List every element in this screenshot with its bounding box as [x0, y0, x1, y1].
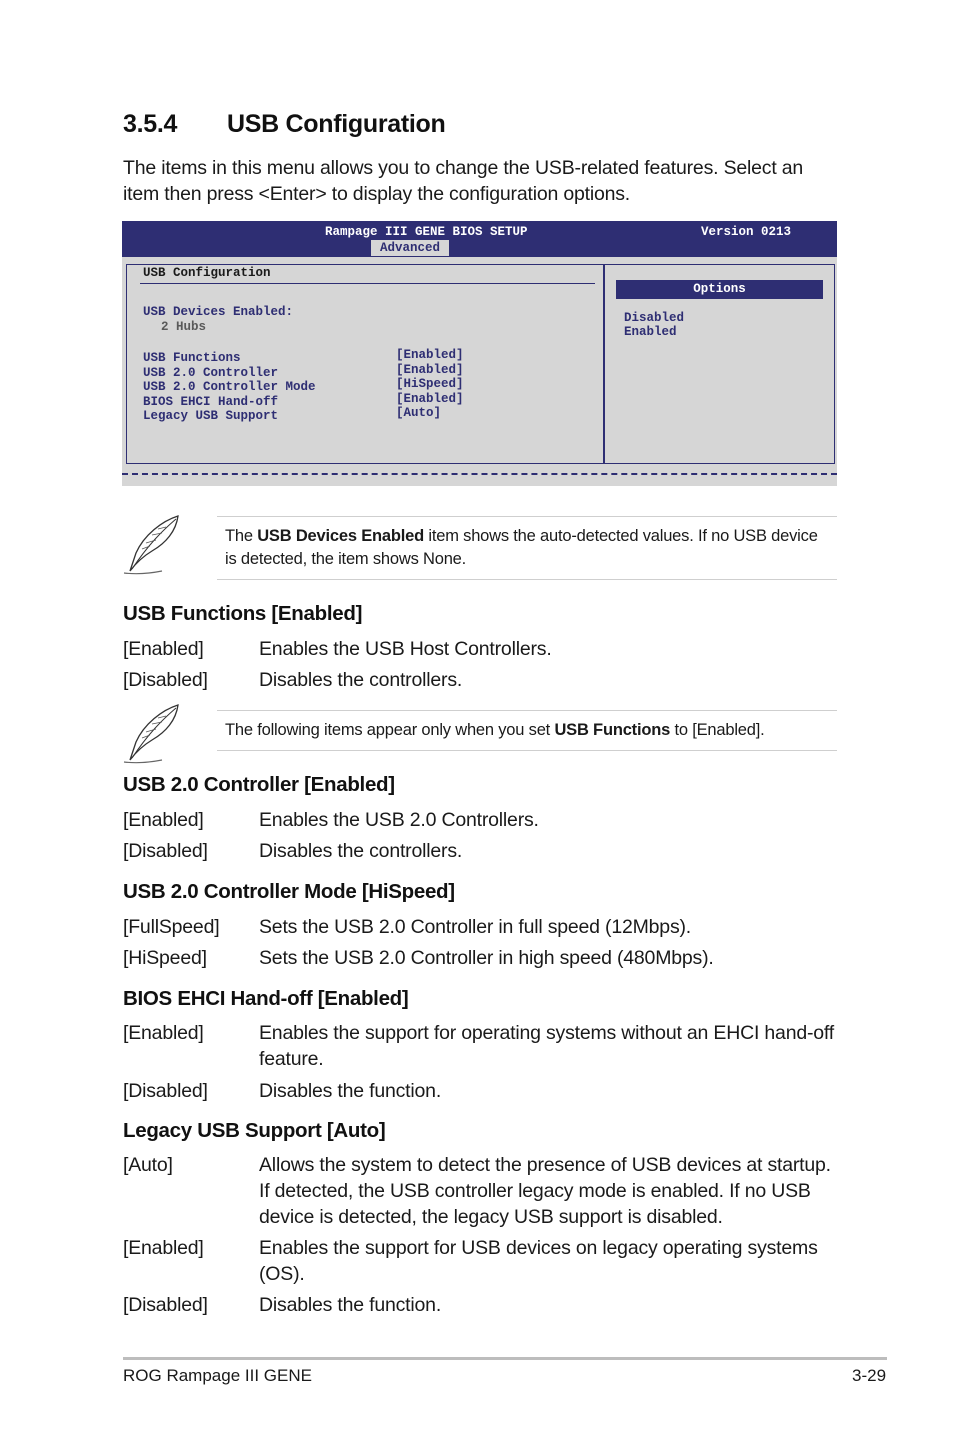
bios-title: Rampage III GENE BIOS SETUP — [325, 225, 528, 239]
bios-divider — [140, 283, 595, 284]
bios-item-legacy-usb[interactable] — [143, 406, 442, 424]
tab-advanced[interactable]: Advanced — [371, 240, 449, 256]
option-key: [Enabled] — [123, 1237, 204, 1259]
option-enabled[interactable]: Enabled — [624, 325, 677, 339]
page-number: 3-29 — [852, 1366, 887, 1385]
bios-item-value: [Enabled] — [396, 392, 464, 406]
option-key: [Enabled] — [123, 638, 204, 660]
option-desc: Enables the USB 2.0 Controllers. — [259, 809, 539, 831]
option-row — [123, 807, 838, 833]
option-key: [Enabled] — [123, 1022, 204, 1044]
bios-item-value: [HiSpeed] — [396, 377, 464, 391]
bios-options-panel — [603, 264, 835, 464]
bios-item-value: [Enabled] — [396, 363, 464, 377]
section-heading — [123, 110, 445, 139]
option-desc: Allows the system to detect the presence of USB devices at startup. If detected, the USB controller legacy mode is enabled. If no USB device is detected, the legacy USB support is disabled. — [259, 1154, 831, 1228]
note-bottom-rule — [217, 579, 837, 580]
bios-main-panel — [126, 264, 603, 464]
bios-panel-title: USB Configuration — [143, 266, 271, 280]
bios-item-label: Legacy USB Support — [143, 409, 279, 423]
note-top-rule — [217, 516, 837, 517]
heading-bios-ehci-handoff: BIOS EHCI Hand-off [Enabled] — [123, 987, 409, 1010]
option-row — [123, 945, 838, 971]
option-key: [Disabled] — [123, 1080, 208, 1102]
option-row — [123, 667, 838, 693]
option-key: [Disabled] — [123, 1294, 208, 1316]
usb-devices-value: 2 Hubs — [161, 320, 207, 334]
note-bold-term: USB Devices Enabled — [257, 527, 424, 545]
bios-item-value: [Auto] — [396, 406, 442, 420]
note-bottom-rule — [217, 750, 837, 751]
bios-header-bar — [122, 221, 837, 257]
note-devices-enabled: The USB Devices Enabled item shows the auto-detected values. If no USB device is detected, the item shows None. — [225, 527, 818, 568]
option-desc: Enables the support for USB devices on legacy operating systems (OS). — [259, 1237, 818, 1285]
bios-item-label: USB 2.0 Controller — [143, 366, 279, 380]
feather-pen-icon — [122, 702, 186, 771]
bios-dashed-border — [122, 473, 837, 475]
option-desc: Enables the support for operating systems without an EHCI hand-off feature. — [259, 1022, 835, 1070]
option-key: [Auto] — [123, 1154, 173, 1176]
option-row — [123, 1152, 838, 1230]
bios-item-value: [Enabled] — [396, 348, 464, 362]
section-number: 3.5.4 — [123, 110, 178, 138]
note-bold-term: USB Functions — [554, 721, 671, 739]
heading-usb20-controller: USB 2.0 Controller [Enabled] — [123, 773, 395, 796]
note-top-rule — [217, 710, 837, 711]
option-row — [123, 1078, 838, 1104]
section-title: USB Configuration — [227, 110, 446, 138]
bios-item-label: BIOS EHCI Hand-off — [143, 395, 279, 409]
bios-item-label: USB 2.0 Controller Mode — [143, 380, 316, 394]
option-key: [HiSpeed] — [123, 947, 207, 969]
intro-paragraph: The items in this menu allows you to change the USB-related features. Select an item then press <Enter> to display the configuration options. — [123, 157, 804, 205]
usb-devices-label: USB Devices Enabled: — [143, 305, 294, 319]
option-desc: Disables the function. — [259, 1294, 442, 1316]
bios-screen — [122, 221, 837, 486]
option-key: [FullSpeed] — [123, 916, 220, 938]
option-row — [123, 838, 838, 864]
note-usb-functions: The following items appear only when you set USB Functions to [Enabled]. — [225, 721, 765, 739]
option-row — [123, 1235, 838, 1287]
option-desc: Disables the controllers. — [259, 840, 463, 862]
option-key: [Enabled] — [123, 809, 204, 831]
option-desc: Sets the USB 2.0 Controller in full speed (12Mbps). — [259, 916, 692, 938]
option-key: [Disabled] — [123, 840, 208, 862]
option-desc: Sets the USB 2.0 Controller in high speed (480Mbps). — [259, 947, 714, 969]
bios-version: Version 0213 — [701, 225, 792, 239]
options-header: Options — [616, 280, 823, 299]
option-key: [Disabled] — [123, 669, 208, 691]
option-desc: Disables the controllers. — [259, 669, 463, 691]
option-row — [123, 636, 838, 662]
feather-pen-icon — [122, 513, 186, 582]
bios-item-label: USB Functions — [143, 351, 241, 365]
option-row — [123, 1292, 838, 1318]
option-desc: Enables the USB Host Controllers. — [259, 638, 552, 660]
heading-usb-functions: USB Functions [Enabled] — [123, 602, 363, 625]
option-desc: Disables the function. — [259, 1080, 442, 1102]
footer-rule — [123, 1357, 887, 1360]
heading-legacy-usb-support: Legacy USB Support [Auto] — [123, 1119, 386, 1142]
option-row — [123, 1020, 838, 1072]
heading-usb20-controller-mode: USB 2.0 Controller Mode [HiSpeed] — [123, 880, 455, 903]
option-row — [123, 914, 838, 940]
footer-product-name: ROG Rampage III GENE — [123, 1366, 312, 1385]
option-disabled[interactable]: Disabled — [624, 311, 685, 325]
